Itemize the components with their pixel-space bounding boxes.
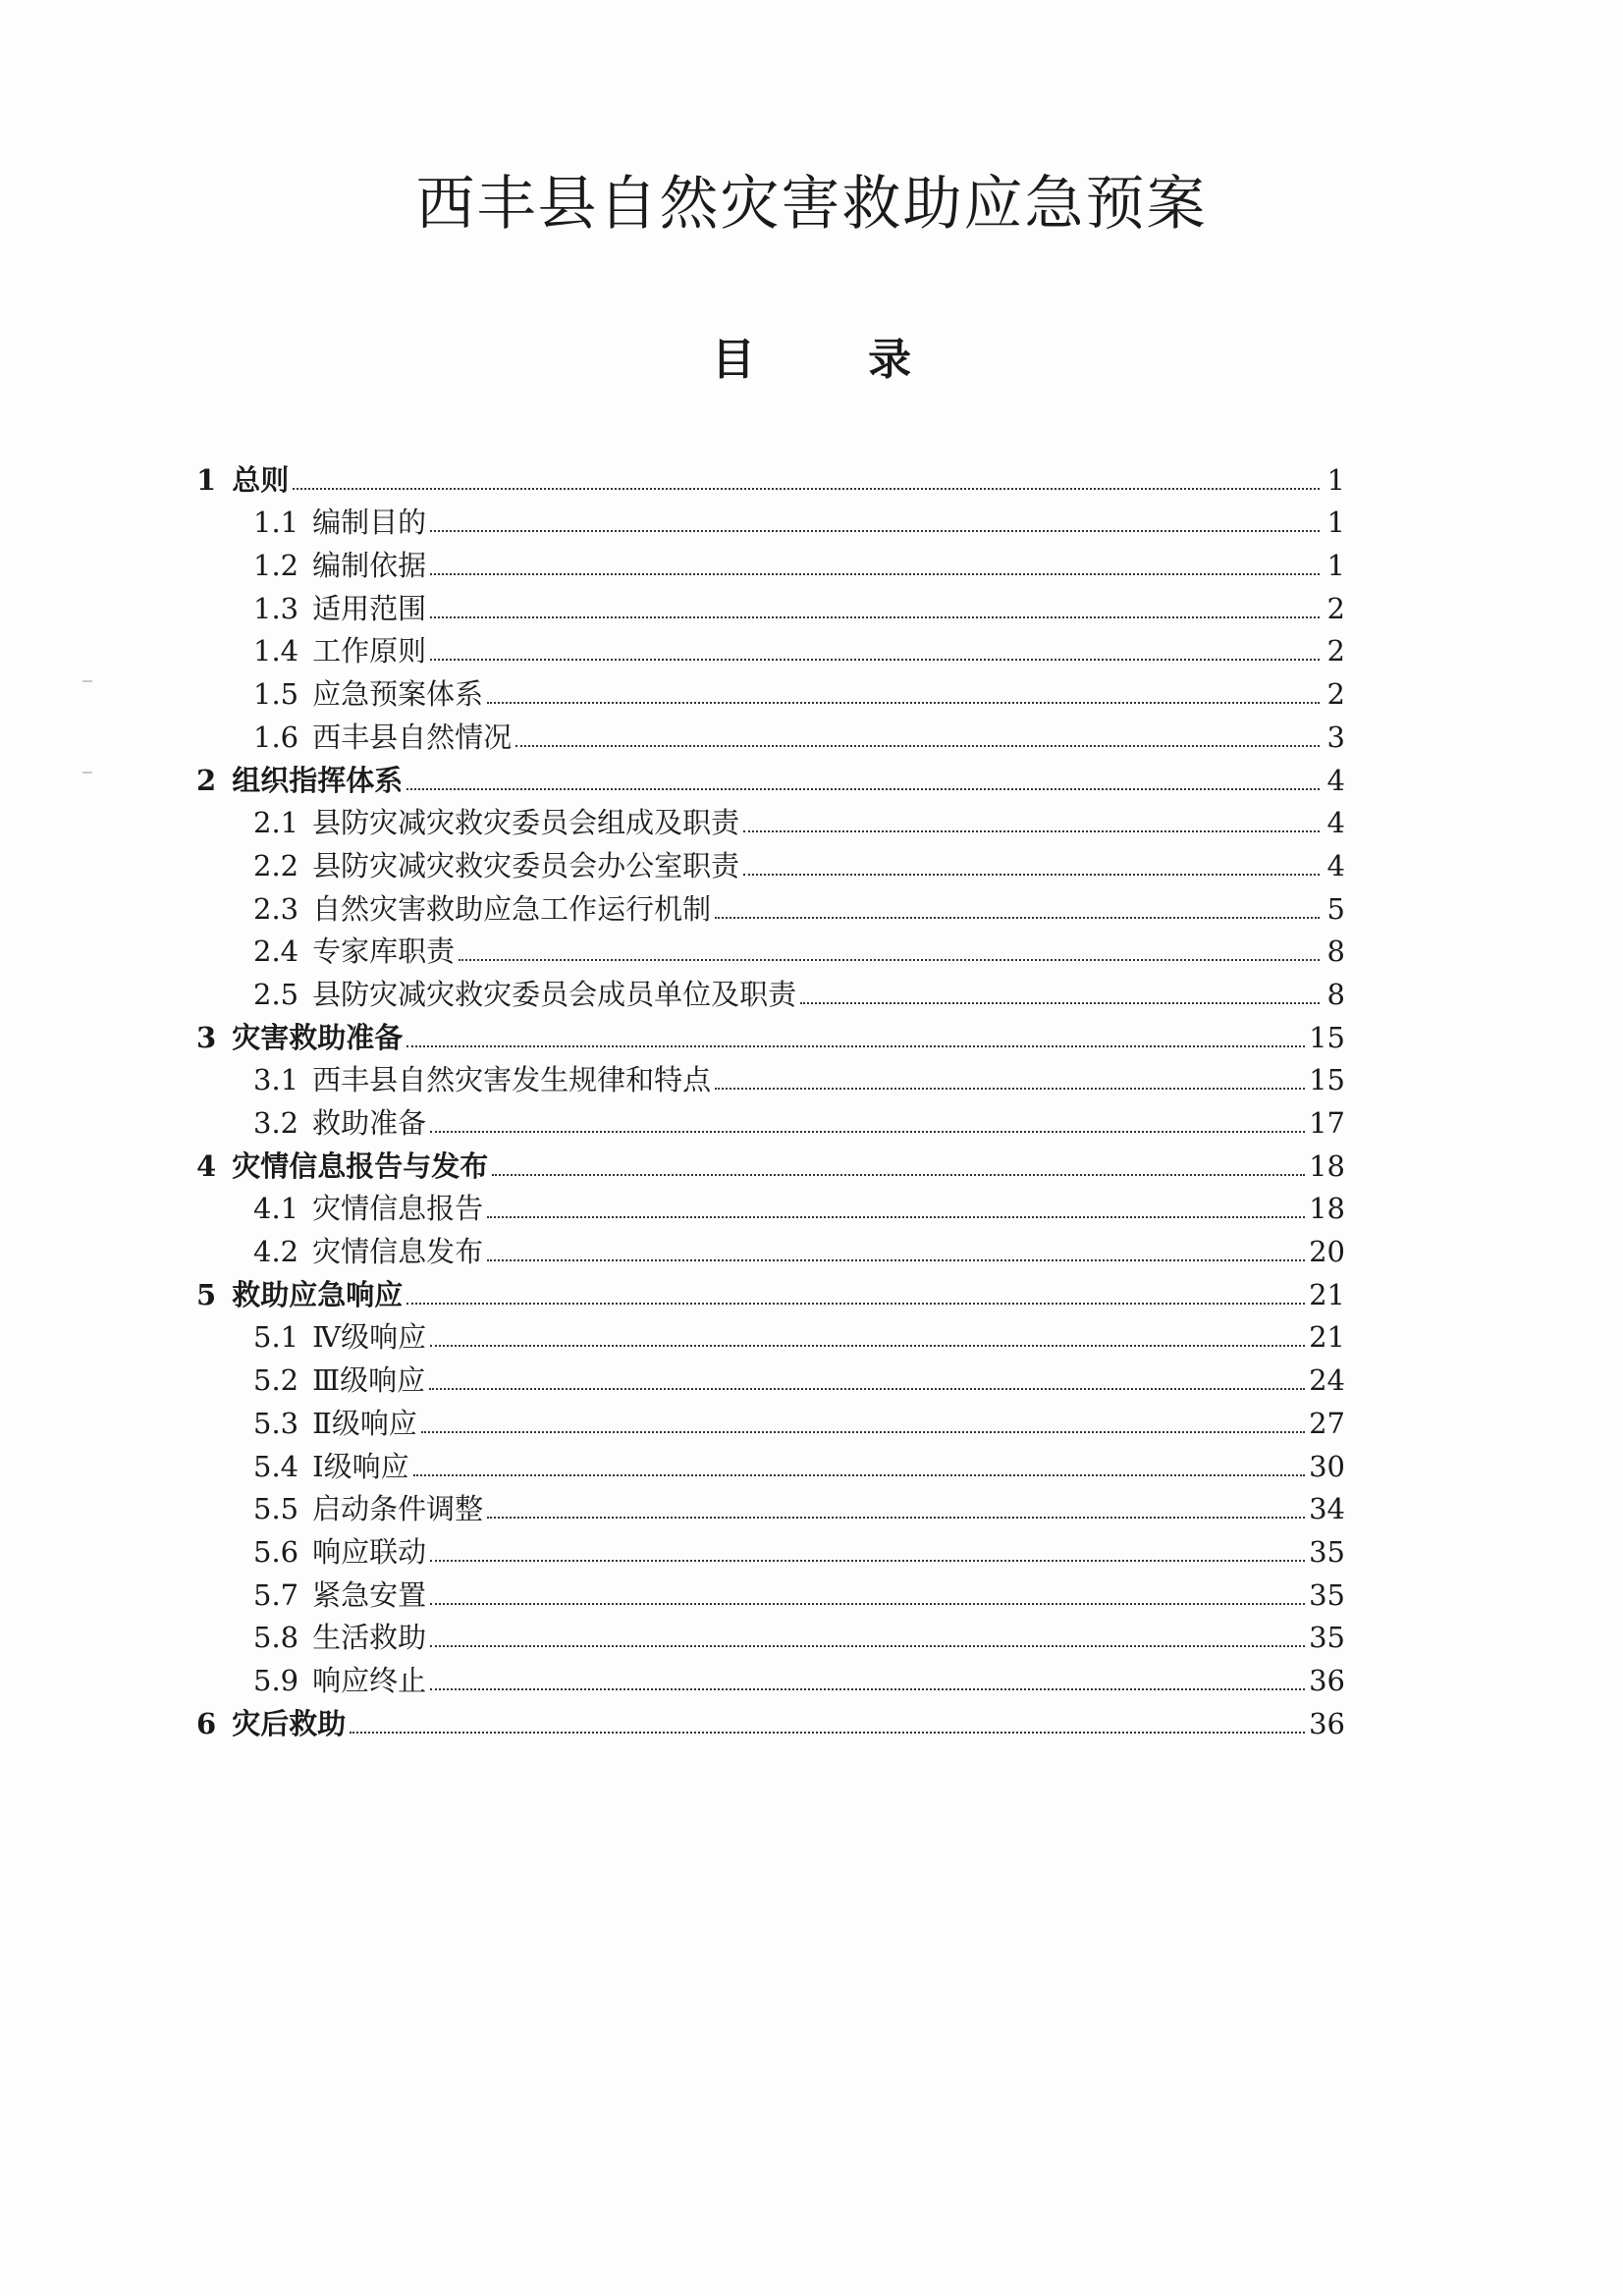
toc-entry-page: 4: [1326, 806, 1345, 840]
toc-entry-page: 15: [1309, 1020, 1345, 1054]
toc-dot-leader: [406, 788, 1320, 790]
toc-dot-leader: [429, 1388, 1305, 1390]
toc-entry[interactable]: [196, 754, 1345, 797]
toc-dot-leader: [715, 1088, 1305, 1090]
toc-entry-label: 响应联动: [312, 1534, 427, 1569]
toc-entry-label: 生活救助: [312, 1621, 427, 1655]
toc-entry-number: 3: [196, 1020, 217, 1054]
toc-dot-leader: [413, 1474, 1306, 1476]
toc-entry[interactable]: [196, 1096, 1345, 1140]
toc-entry-page: 4: [1326, 763, 1345, 797]
toc-entry[interactable]: [196, 797, 1345, 840]
toc-entry-page: 21: [1309, 1320, 1345, 1355]
toc-entry-number: 2.1: [253, 806, 299, 840]
toc-entry[interactable]: [196, 1011, 1345, 1054]
toc-entry-page: 5: [1326, 891, 1345, 926]
toc-dot-leader: [421, 1431, 1305, 1433]
toc-entry-page: 3: [1326, 720, 1345, 754]
toc-entry-number: 5.3: [253, 1406, 299, 1440]
toc-dot-leader: [406, 1303, 1305, 1305]
toc-entry-page: 8: [1326, 934, 1345, 969]
toc-entry-page: 15: [1309, 1063, 1345, 1097]
toc-entry-page: 2: [1326, 634, 1345, 668]
toc-entry-page: 35: [1309, 1621, 1345, 1655]
toc-entry-label: 紧急安置: [312, 1577, 427, 1612]
toc-entry-page: 35: [1309, 1534, 1345, 1569]
toc-entry-label: 总则: [232, 462, 290, 497]
toc-dot-leader: [515, 745, 1320, 747]
toc-entry-number: 5.5: [253, 1492, 299, 1526]
toc-entry-number: 4.1: [253, 1192, 299, 1226]
toc-entry-label: 县防灾减灾救灾委员会办公室职责: [312, 848, 740, 882]
toc-entry[interactable]: [196, 1268, 1345, 1311]
toc-entry-label: 工作原则: [312, 634, 427, 668]
toc-entry-page: 36: [1309, 1663, 1345, 1697]
toc-entry[interactable]: [196, 1140, 1345, 1183]
toc-dot-leader: [743, 874, 1320, 876]
toc-dot-leader: [350, 1732, 1305, 1734]
toc-dot-leader: [492, 1174, 1305, 1176]
toc-entry-page: 1: [1326, 549, 1345, 583]
toc-entry-page: 21: [1309, 1277, 1345, 1311]
toc-entry-number: 2.5: [253, 977, 299, 1011]
toc-entry-number: 1.6: [253, 720, 299, 754]
toc-entry-page: 30: [1309, 1449, 1345, 1483]
toc-entry-page: 35: [1309, 1577, 1345, 1612]
toc-entry[interactable]: [196, 1569, 1345, 1612]
toc-entry[interactable]: [196, 582, 1345, 625]
toc-entry-label: 西丰县自然情况: [312, 720, 513, 754]
toc-entry-page: 2: [1326, 591, 1345, 625]
toc-entry-page: 20: [1309, 1235, 1345, 1269]
toc-entry-page: 27: [1309, 1406, 1345, 1440]
toc-dot-leader: [430, 530, 1320, 532]
toc-entry-number: 4: [196, 1148, 217, 1183]
toc-entry[interactable]: [196, 1483, 1345, 1526]
toc-entry[interactable]: [196, 1354, 1345, 1397]
toc-entry-label: 自然灾害救助应急工作运行机制: [312, 891, 712, 926]
table-of-contents: [196, 454, 1345, 1740]
toc-entry[interactable]: [196, 1397, 1345, 1440]
toc-entry-number: 5.8: [253, 1621, 299, 1655]
toc-dot-leader: [800, 1002, 1320, 1004]
toc-entry[interactable]: [196, 625, 1345, 668]
toc-entry-page: 18: [1309, 1148, 1345, 1183]
toc-entry-label: 县防灾减灾救灾委员会组成及职责: [312, 806, 740, 840]
toc-entry-label: 西丰县自然灾害发生规律和特点: [312, 1063, 712, 1097]
toc-heading: 目 录: [711, 335, 961, 385]
toc-entry-label: Ⅰ级响应: [312, 1449, 409, 1483]
toc-entry-label: 灾害救助准备: [232, 1020, 404, 1054]
toc-entry-label: Ⅱ级响应: [312, 1406, 417, 1440]
toc-entry-label: 组织指挥体系: [232, 763, 404, 797]
toc-entry[interactable]: [196, 1183, 1345, 1226]
toc-entry-label: Ⅲ级响应: [312, 1363, 426, 1398]
toc-entry[interactable]: [196, 711, 1345, 754]
toc-dot-leader: [487, 1259, 1305, 1261]
toc-entry-number: 4.2: [253, 1235, 299, 1269]
document-title: 西丰县自然灾害救助应急预案: [415, 170, 1208, 239]
toc-entry[interactable]: [196, 1311, 1345, 1355]
toc-dot-leader: [715, 917, 1320, 919]
scan-artifact: [82, 680, 92, 682]
toc-entry-label: 编制依据: [312, 549, 427, 583]
toc-entry-label: 编制目的: [312, 506, 427, 540]
toc-dot-leader: [430, 1560, 1305, 1562]
toc-entry-number: 2: [196, 763, 217, 797]
toc-entry[interactable]: [196, 1654, 1345, 1697]
toc-entry-page: 8: [1326, 977, 1345, 1011]
toc-entry[interactable]: [196, 1525, 1345, 1569]
toc-entry[interactable]: [196, 1440, 1345, 1483]
toc-entry-page: 1: [1326, 462, 1345, 497]
toc-entry-page: 24: [1309, 1363, 1345, 1398]
toc-entry[interactable]: [196, 1054, 1345, 1097]
toc-entry-number: 2.3: [253, 891, 299, 926]
toc-entry-label: 专家库职责: [312, 934, 456, 969]
toc-entry-label: 响应终止: [312, 1663, 427, 1697]
toc-entry-page: 17: [1309, 1106, 1345, 1140]
toc-entry-label: 救助准备: [312, 1106, 427, 1140]
toc-entry-number: 1.3: [253, 591, 299, 625]
toc-dot-leader: [487, 1216, 1305, 1218]
toc-entry-label: 适用范围: [312, 591, 427, 625]
toc-entry[interactable]: [196, 497, 1345, 540]
toc-entry-label: 启动条件调整: [312, 1492, 484, 1526]
toc-dot-leader: [430, 1131, 1305, 1133]
toc-dot-leader: [430, 659, 1320, 661]
toc-entry-label: 应急预案体系: [312, 677, 484, 712]
toc-entry-page: 4: [1326, 848, 1345, 882]
toc-dot-leader: [406, 1045, 1305, 1047]
toc-entry-number: 5.4: [253, 1449, 299, 1483]
toc-entry[interactable]: [196, 1612, 1345, 1655]
toc-entry-label: 县防灾减灾救灾委员会成员单位及职责: [312, 977, 797, 1011]
toc-dot-leader: [430, 1688, 1305, 1690]
toc-dot-leader: [293, 488, 1320, 490]
toc-entry-page: 2: [1326, 677, 1345, 712]
toc-entry-number: 5.7: [253, 1577, 299, 1612]
toc-entry-label: 灾情信息发布: [312, 1235, 484, 1269]
toc-dot-leader: [743, 830, 1320, 832]
toc-entry-number: 5: [196, 1277, 217, 1311]
toc-entry-page: 34: [1309, 1492, 1345, 1526]
toc-entry[interactable]: [196, 539, 1345, 582]
toc-dot-leader: [430, 573, 1320, 575]
toc-entry[interactable]: [196, 882, 1345, 926]
toc-entry[interactable]: [196, 1697, 1345, 1740]
toc-entry-number: 6: [196, 1706, 217, 1740]
toc-entry-label: 灾后救助: [232, 1706, 347, 1740]
toc-entry[interactable]: [196, 839, 1345, 882]
toc-entry-number: 5.9: [253, 1663, 299, 1697]
toc-dot-leader: [430, 1645, 1305, 1647]
toc-entry-label: Ⅳ级响应: [312, 1320, 427, 1355]
toc-dot-leader: [487, 702, 1320, 704]
toc-entry-number: 3.2: [253, 1106, 299, 1140]
toc-entry[interactable]: [196, 968, 1345, 1011]
toc-entry[interactable]: [196, 926, 1345, 969]
scan-artifact: [82, 772, 92, 774]
toc-entry-number: 5.1: [253, 1320, 299, 1355]
toc-entry-number: 1.2: [253, 549, 299, 583]
toc-dot-leader: [459, 959, 1320, 961]
toc-dot-leader: [430, 1345, 1305, 1347]
toc-entry-number: 1.4: [253, 634, 299, 668]
toc-entry-label: 灾情信息报告: [312, 1192, 484, 1226]
toc-entry-label: 救助应急响应: [232, 1277, 404, 1311]
toc-dot-leader: [430, 616, 1320, 618]
toc-entry-label: 灾情信息报告与发布: [232, 1148, 489, 1183]
toc-entry-number: 1: [196, 462, 217, 497]
toc-entry-number: 2.4: [253, 934, 299, 969]
toc-entry-number: 1.5: [253, 677, 299, 712]
toc-entry-number: 2.2: [253, 848, 299, 882]
toc-entry-number: 5.2: [253, 1363, 299, 1398]
toc-entry-number: 1.1: [253, 506, 299, 540]
toc-entry-number: 5.6: [253, 1534, 299, 1569]
toc-entry-page: 18: [1309, 1192, 1345, 1226]
toc-entry[interactable]: [196, 1225, 1345, 1268]
toc-entry-number: 3.1: [253, 1063, 299, 1097]
toc-dot-leader: [430, 1603, 1305, 1605]
toc-entry-page: 36: [1309, 1706, 1345, 1740]
toc-entry[interactable]: [196, 454, 1345, 497]
toc-entry[interactable]: [196, 667, 1345, 711]
toc-entry-page: 1: [1326, 506, 1345, 540]
toc-dot-leader: [487, 1517, 1305, 1519]
